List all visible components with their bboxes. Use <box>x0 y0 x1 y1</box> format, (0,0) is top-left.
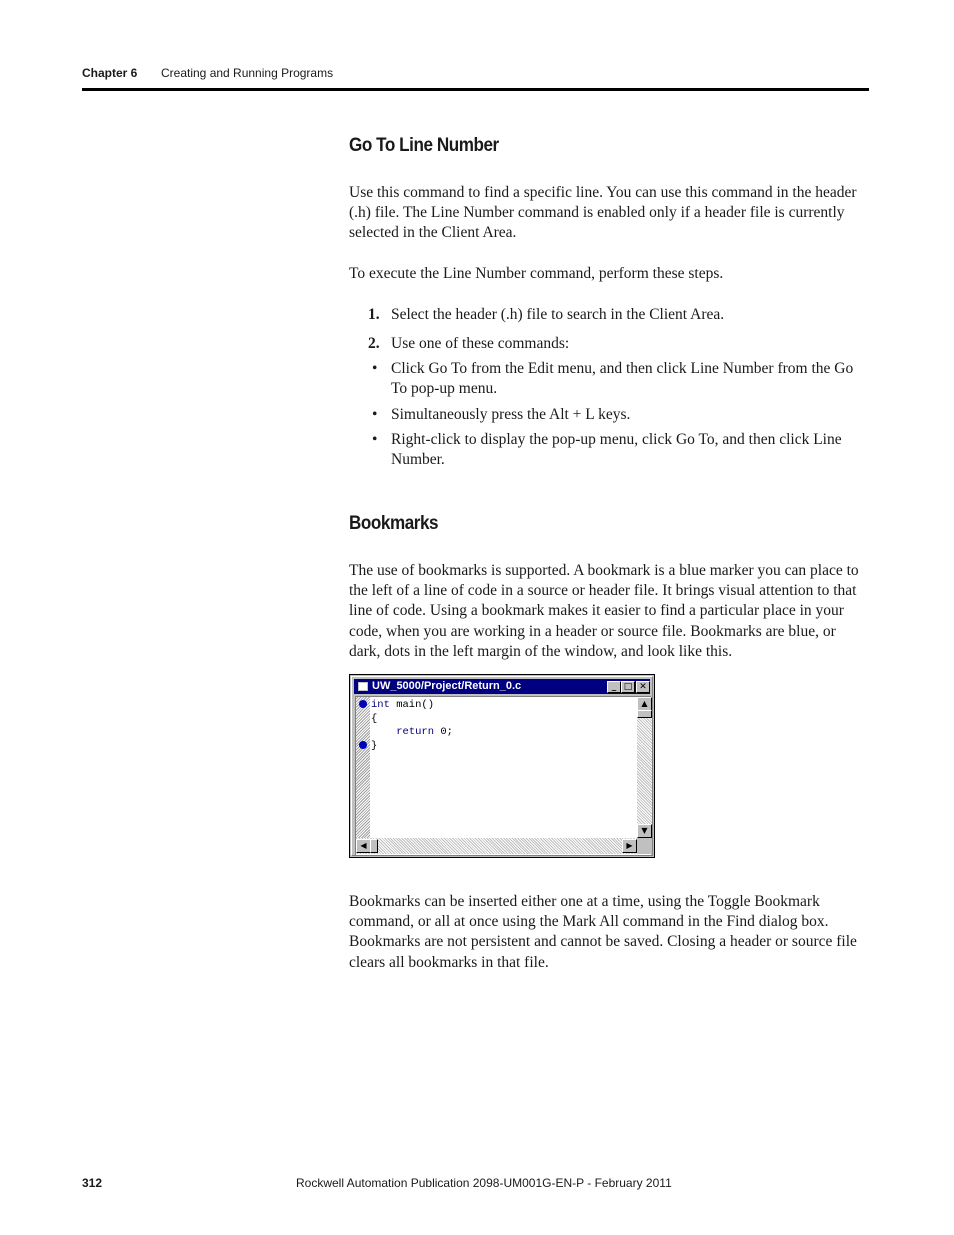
paragraph: Use this command to find a specific line. You can use this command in the header (.h) file. The Line Number command is enabled only if a header file is currently selected in the Client Area. <box>349 184 857 242</box>
scroll-up-icon: ▲ <box>637 697 652 711</box>
horizontal-scrollbar <box>356 838 637 854</box>
vertical-scrollbar <box>637 697 652 838</box>
paragraph: The use of bookmarks is supported. A bookmark is a blue marker you can place to the left of a line of code in a source or header file. It brings visual attention to that line of code. Using a bookmark makes it easier to find a particular place in your code, when you are working in a header or source file. Bookmarks are blue, or dark, dots in the left margin of the window, and look like this. <box>349 562 859 660</box>
bookmark-dot-icon <box>359 700 367 708</box>
minimize-icon: _ <box>607 681 621 693</box>
code-keyword: return <box>396 726 435 738</box>
publication-info: Rockwell Automation Publication 2098-UM001G-EN-P - February 2011 <box>296 1176 672 1190</box>
code-indent <box>371 726 396 738</box>
paragraph: Bookmarks can be inserted either one at a time, using the Toggle Bookmark command, or all at once using the Mark All command in the Find dialog box. Bookmarks are not persistent and cannot be saved. Closing a header or source file clears all bookmarks in that file. <box>349 893 857 971</box>
maximize-icon: □ <box>621 681 635 693</box>
page-number: 312 <box>82 1176 103 1190</box>
running-footer <box>82 1176 869 1192</box>
header-rule <box>82 88 869 91</box>
code-keyword: int <box>371 699 390 711</box>
code-line: { <box>371 712 378 725</box>
section-heading-bookmarks: Bookmarks <box>349 513 439 534</box>
bullet-text: Simultaneously press the Alt + L keys. <box>391 406 631 423</box>
step-number: 1. <box>368 306 380 323</box>
window-title: UW_5000/Project/Return_0.c <box>372 680 522 692</box>
chapter-label: Chapter 6 <box>82 66 138 80</box>
step-number: 2. <box>368 335 380 352</box>
scroll-thumb <box>637 710 652 718</box>
scroll-left-icon: ◀ <box>356 839 371 853</box>
scroll-down-icon: ▼ <box>637 824 652 838</box>
editor-window-screenshot <box>349 674 655 858</box>
resize-grip-icon <box>637 838 652 854</box>
bookmark-dot-icon <box>359 741 367 749</box>
bullet-icon: • <box>372 431 378 448</box>
document-icon <box>358 682 368 691</box>
running-header <box>82 66 869 82</box>
editor-client-area <box>355 696 651 855</box>
scroll-right-icon: ▶ <box>622 839 637 853</box>
paragraph: To execute the Line Number command, perform these steps. <box>349 265 724 282</box>
close-icon: ✕ <box>636 681 650 693</box>
bullet-text: Right-click to display the pop-up menu, click Go To, and then click Line Number. <box>391 431 842 469</box>
code-line <box>371 726 636 740</box>
bullet-icon: • <box>372 360 378 377</box>
code-text: 0; <box>434 726 453 738</box>
bullet-icon: • <box>372 406 378 423</box>
step-text: Use one of these commands: <box>391 335 570 352</box>
step-text: Select the header (.h) file to search in the Client Area. <box>391 306 725 323</box>
bookmark-margin <box>356 697 370 838</box>
scroll-thumb <box>370 839 378 853</box>
window-titlebar <box>354 679 650 694</box>
chapter-title: Creating and Running Programs <box>161 66 334 80</box>
code-area <box>371 699 636 838</box>
section-heading-go-to-line: Go To Line Number <box>349 135 499 156</box>
code-text: main() <box>389 699 435 711</box>
code-line <box>371 699 636 713</box>
code-line: } <box>371 739 378 752</box>
bullet-text: Click Go To from the Edit menu, and then click Line Number from the Go To pop-up menu. <box>391 360 854 398</box>
